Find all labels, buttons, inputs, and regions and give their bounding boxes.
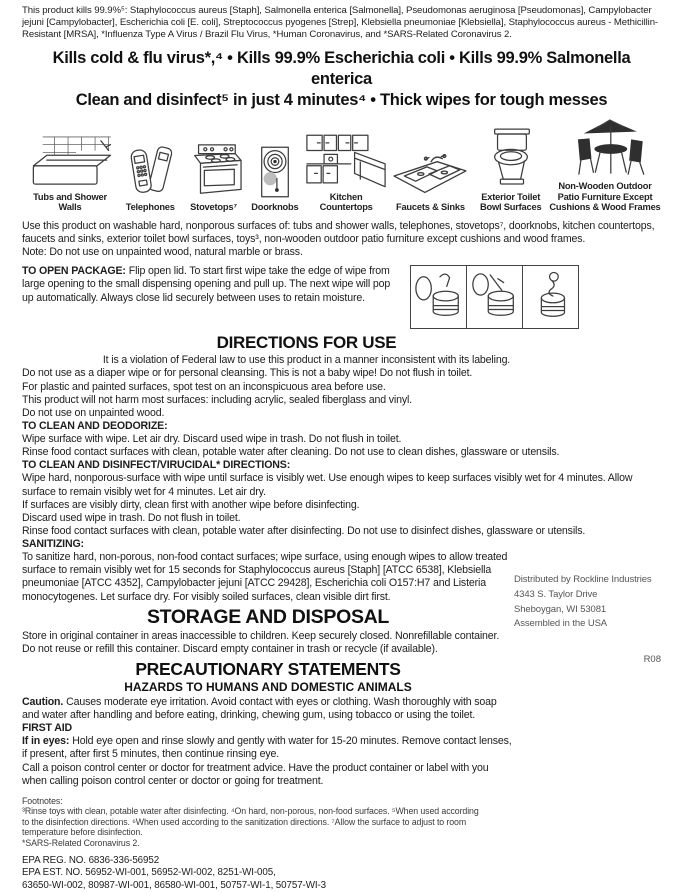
surface-label: Stovetops⁷ — [190, 202, 237, 213]
distributor-line: Distributed by Rockline Industries — [514, 574, 652, 586]
directions-line: Wipe hard, nonporous-surface with wipe until surface is visibly wet. Use enough wipes to keep surfaces visibly wet for 4 minutes. Allow surface to remain visibly wet for 4 minutes. Let air dry. — [22, 472, 633, 498]
surface-item-stovetops — [183, 143, 245, 213]
caution-label: Caution. — [22, 695, 64, 708]
use-on-text: Use this product on washable hard, nonporous surfaces of: tubs and shower walls, telephones, stovetops⁷, doorknobs, kitchen countertops, faucets and sinks, exterior toilet bowl surfaces, toys³, non-wooden outdoor patio furniture except cushions and wood frames. — [22, 219, 655, 246]
open-step-2-icon — [466, 266, 522, 328]
epa-reg-number: EPA REG. NO. 6836-336-56952 — [22, 854, 160, 866]
directions-line: Rinse food contact surfaces with clean, potable water after cleaning. Do not use to clean dishes, glassware or utensils. — [22, 446, 560, 459]
open-package-paragraph — [22, 265, 394, 329]
epa-block — [22, 855, 661, 893]
sanitizing-text: To sanitize hard, non-porous, non-food contact surfaces; wipe surface, using enough wipes to allow treated surface to remain visibly wet for 15 seconds for Staphylococcus aureus [Staph] [ATCC 6538], Klebsiella pneumoniae [ATCC 4352], Campylobacter jejuni [ATCC 29428], Escherichia coli O157:H7 and Listeria monocytogenes. Let surface dry. For visibly soiled surfaces, clean visible dirt first. — [22, 551, 508, 603]
revision-code: R08 — [643, 654, 661, 666]
kitchen-cabinets-icon — [305, 133, 387, 189]
bathtub-icon — [25, 135, 115, 189]
surface-label: Exterior Toilet Bowl Surfaces — [479, 191, 542, 213]
footnotes-text: ³Rinse toys with clean, potable water after disinfecting. ⁴On hard, non-porous, non-food surfaces. ⁵When used according to the disinfection directions. ⁶When used according to the sanitization directions. ⁷Allow the surface to adjust to room temperature before disinfection. — [22, 806, 479, 838]
directions-line: For plastic and painted surfaces, spot test on an inconspicuous area before use. — [22, 380, 386, 393]
directions-title: DIRECTIONS FOR USE — [216, 333, 397, 353]
epa-est-number-line2: 63650-WI-002, 80987-WI-001, 86580-WI-001, 50757-WI-1, 50757-WI-3 — [22, 879, 326, 891]
use-on-paragraph — [22, 220, 661, 259]
kill-claims-statement: This product kills 99.9%⁵: Staphylococcus aureus [Staph], Salmonella enterica [Salmonella], Pseudomonas aeruginosa [Pseudomonas], Campylobacter jejuni [Campylobacter], Escherichia coli [E. coli], Streptococcus pyogenes [Strep], Klebsiella pneumoniae [Klebsiella], Staphylococcus aureus - Methicillin-Resistant [MRSA], *Influenza Type A Virus / Brazil Flu Virus, *Human Coronavirus, and *SARS-Related Coronavirus 2. — [22, 5, 659, 41]
surface-item-tubs — [22, 135, 118, 213]
surface-item-patio — [549, 120, 661, 213]
storage-title: STORAGE AND DISPOSAL — [146, 605, 390, 628]
sanitizing-heading: SANITIZING: — [22, 538, 84, 551]
open-package-illustrations — [410, 265, 579, 329]
precautionary-title: PRECAUTIONARY STATEMENTS — [135, 658, 401, 679]
surface-item-kitchen — [305, 133, 387, 213]
federal-law-line: It is a violation of Federal law to use this product in a manner inconsistent with its labeling. — [102, 354, 511, 367]
distributor-line: 4343 S. Taylor Drive — [514, 588, 598, 600]
directions-line: Discard used wipe in trash. Do not flush in toilet. — [22, 511, 241, 524]
open-package-text: Flip open lid. To start first wipe take the edge of wipe from large opening to the small dispensing opening and pull up. The next wipe will pop up automatically. Always close lid securely between uses to retain moisture. — [22, 265, 391, 304]
surface-item-faucets — [388, 149, 472, 213]
epa-est-number-line1: EPA EST. NO. 56952-WI-001, 56952-WI-002, 8251-WI-005, — [22, 867, 276, 879]
sink-icon — [390, 149, 470, 199]
headline — [22, 48, 661, 112]
surface-label: Telephones — [125, 202, 175, 213]
footnotes-block — [22, 796, 484, 849]
bottom-left-column — [22, 551, 514, 788]
surface-label: Doorknobs — [251, 202, 299, 213]
footnotes-label: Footnotes: — [22, 795, 63, 806]
surface-label: Kitchen Countertops — [319, 191, 373, 213]
surface-item-telephones — [119, 143, 181, 213]
use-note: Note: Do not use on unpainted wood, natural marble or brass. — [22, 246, 303, 259]
distributor-line: Assembled in the USA — [514, 618, 608, 630]
eyes-label: If in eyes: — [22, 735, 70, 748]
telephone-icon — [125, 143, 175, 199]
caution-paragraph — [22, 696, 514, 722]
directions-line: Wipe surface with wipe. Let air dry. Discard used wipe in trash. Do not flush in toilet. — [22, 433, 402, 446]
surface-label: Non-Wooden Outdoor Patio Furniture Except Cushions & Wood Frames — [549, 180, 661, 213]
stove-icon — [186, 143, 242, 199]
directions-line: Do not use on unpainted wood. — [22, 406, 165, 419]
surface-label: Tubs and Shower Walls — [33, 191, 107, 213]
patio-furniture-icon — [553, 120, 657, 178]
footnotes-sars: *SARS-Related Coronavirus 2. — [22, 837, 140, 848]
storage-text: Store in original container in areas inaccessible to children. Keep securely closed. Nonrefillable container. Do not reuse or refill this container. Discard empty container in trash or recycle (if available). — [22, 629, 500, 655]
surface-item-toilet — [474, 127, 548, 213]
poison-control-text: Call a poison control center or doctor for treatment advice. Have the product container or label with you when calling poison control center or doctor or going for treatment. — [22, 761, 489, 787]
surface-icon-row — [22, 120, 661, 213]
directions-line: This product will not harm most surfaces: including acrylic, sealed fiberglass and vinyl. — [22, 393, 412, 406]
directions-line: Do not use as a diaper wipe or for personal cleansing. This is not a baby wipe! Do not flush in toilet. — [22, 367, 473, 380]
hazards-subtitle: HAZARDS TO HUMANS AND DOMESTIC ANIMALS — [124, 679, 412, 694]
open-package-label: TO OPEN PACKAGE: — [22, 265, 126, 278]
first-aid-heading: FIRST AID — [22, 722, 73, 735]
headline-line-1: Kills cold & flu virus*,⁴ • Kills 99.9% Escherichia coli • Kills 99.9% Salmonella enterica — [52, 48, 631, 88]
directions-line: Rinse food contact surfaces with clean, potable water after disinfecting. Do not use to disinfect dishes, glassware or utensils. — [22, 524, 586, 537]
eyes-paragraph — [22, 735, 514, 761]
headline-line-2: Clean and disinfect⁵ in just 4 minutes⁴ • Thick wipes for tough messes — [75, 91, 608, 110]
directions-line: If surfaces are visibly dirty, clean first with another wipe before disinfecting. — [22, 498, 360, 511]
clean-deodorize-heading: TO CLEAN AND DEODORIZE: — [22, 419, 168, 432]
distributor-line: Sheboygan, WI 53081 — [514, 603, 607, 615]
disinfect-heading: TO CLEAN AND DISINFECT/VIRUCIDAL* DIRECTIONS: — [22, 459, 291, 472]
surface-label: Faucets & Sinks — [395, 202, 465, 213]
open-package-row — [22, 265, 661, 329]
caution-text: Causes moderate eye irritation. Avoid contact with eyes or clothing. Wash thoroughly with soap and water after handling and before eating, drinking, chewing gum, using tobacco or using the toilet. — [22, 695, 497, 722]
eyes-text: Hold eye open and rinse slowly and gently with water for 15-20 minutes. Remove contact lenses, if present, after first 5 minutes, then continue rinsing eye. — [22, 735, 512, 761]
doorknob-icon — [256, 145, 294, 199]
open-step-1-icon — [411, 266, 466, 328]
bottom-right-column — [514, 551, 661, 788]
open-step-3-icon — [522, 266, 578, 328]
toilet-icon — [486, 127, 536, 189]
surface-item-doorknobs — [246, 145, 304, 213]
distributor-block — [514, 573, 661, 632]
bottom-columns — [22, 551, 661, 788]
